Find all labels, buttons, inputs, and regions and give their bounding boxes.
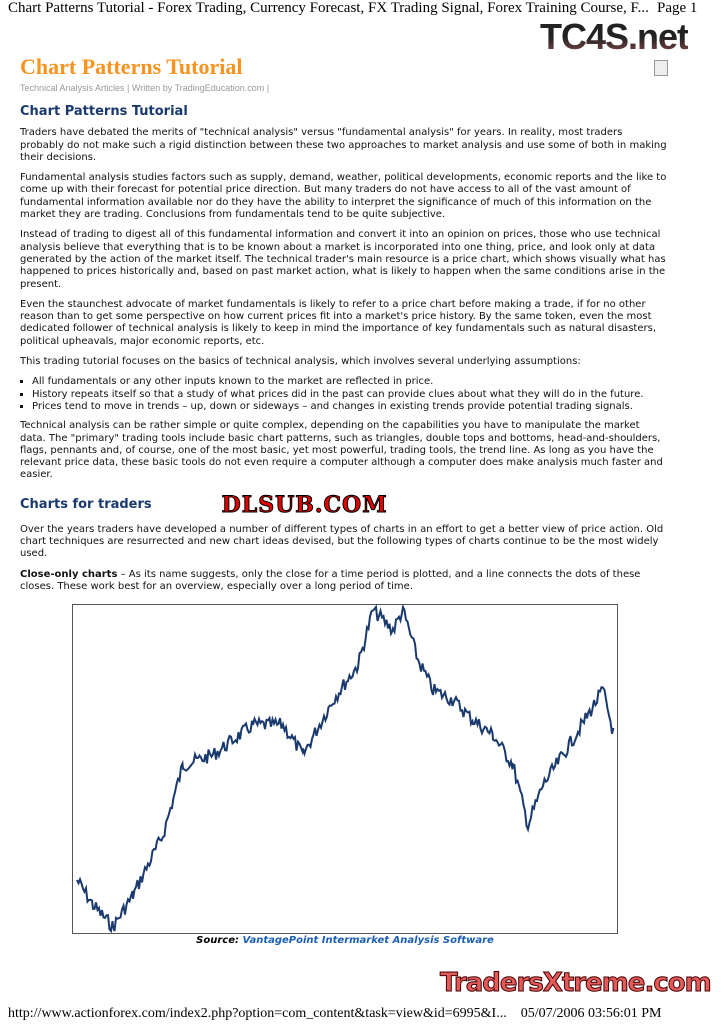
section-heading: Chart Patterns Tutorial — [20, 104, 188, 119]
list-item: ▪ History repeats itself so that a study of what prices did in the past can provide clues about what they will do in the future. — [32, 389, 668, 401]
assumptions-list — [20, 376, 668, 413]
chart-source — [0, 935, 690, 946]
paragraph: Over the years traders have developed a number of different types of charts in an effort to get a better view of price action. Old chart techniques are resurrected and new chart ideas devised, but the following types of charts continue to be the most widely used. — [20, 523, 664, 560]
print-footer — [8, 1005, 662, 1022]
paragraph: Traders have debated the merits of "technical analysis" versus "fundamental analysis" for years. In reality, most traders probably do not make such a rigid distinction between these two approaches to market analysis and use some of both in making their decisions. — [20, 127, 667, 163]
paragraph: This trading tutorial focuses on the basics of technical analysis, which involves several underlying assumptions: — [20, 356, 581, 368]
page-number: Page 1 — [657, 0, 698, 16]
close-only-label: Close-only charts — [20, 568, 118, 580]
list-item: ▪ All fundamentals or any other inputs known to the market are reflected in price. — [32, 376, 668, 388]
article-meta: Technical Analysis Articles | Written by TradingEducation.com | — [20, 83, 270, 93]
list-item: ▪ Prices tend to move in trends – up, down or sideways – and changes in existing trends provide potential trading signals. — [32, 401, 668, 413]
footer-datetime: 05/07/2006 03:56:01 PM — [520, 1006, 662, 1021]
paragraph: Even the staunchest advocate of market fundamentals is likely to refer to a price chart before making a trade, if for no other reason than to get some perspective on how current prices fit into a market's price history. By the same token, even the most dedicated follower of technical analysis is likely to keep in mind the importance of key fundamentals such as natural disasters, political upheavals, major economic reports, etc. — [20, 298, 656, 347]
close-only-chart-svg — [73, 605, 617, 933]
article-title[interactable]: Chart Patterns Tutorial — [20, 54, 243, 79]
price-line — [77, 607, 614, 931]
source-link[interactable]: VantagePoint Intermarket Analysis Software — [242, 935, 494, 946]
close-only-chart-image — [72, 604, 618, 934]
paragraph — [20, 569, 668, 594]
article-body — [20, 106, 668, 601]
paragraph: Technical analysis can be rather simple or quite complex, depending on the capabilities you have to manipulate the market data. The "primary" trading tools include basic chart patterns, such as triangles, double tops and bottoms, head-and-shoulders, flags, pennants and, of course, one of the most basic, yet most powerful, trading tools, the trend line. As long as you have the relevant price data, these basic tools do not even require a computer although a computer does make analysis much faster and easier. — [20, 420, 663, 481]
watermark-top: TC4S.net — [540, 16, 689, 57]
footer-url: http://www.actionforex.com/index2.php?option=com_content&task=view&id=6995&I... — [8, 1006, 507, 1021]
paragraph: Instead of trading to digest all of this fundamental information and convert it into an opinion on prices, those who use technical analysis believe that everything that is to be known about a market is incorporated into one thing, price, and look only at data generated by the action of the market itself. The technical trader's main resource is a price chart, which shows visually what has happened to prices historically and, based on past market action, what is likely to happen when the same conditions arise in the present. — [20, 229, 666, 290]
pdf-icon[interactable] — [654, 60, 668, 76]
section-heading-row — [20, 492, 668, 518]
paragraph: Fundamental analysis studies factors such as supply, demand, weather, political developments, economic reports and the like to come up with their forecast for potential price direction. But many traders do not have access to all of the vast amount of fundamental information available nor do they have the ability to interpret the significance of much of this information on the market they are trading. Conclusions from fundamentals tend to be quite subjective. — [20, 172, 667, 221]
watermark-middle: DLSUB.COM — [221, 491, 388, 518]
watermark-bottom: TradersXtreme.com — [440, 968, 711, 998]
print-header-title: Chart Patterns Tutorial - Forex Trading, Currency Forecast, FX Trading Signal, Forex Training Course, F... — [8, 0, 649, 16]
source-label: Source: — [196, 935, 243, 946]
section-heading: Charts for traders — [20, 496, 152, 512]
close-only-text: – As its name suggests, only the close for a time period is plotted, and a line connects the dots of these closes. These work best for an overview, especially over a long period of time. — [20, 568, 641, 592]
